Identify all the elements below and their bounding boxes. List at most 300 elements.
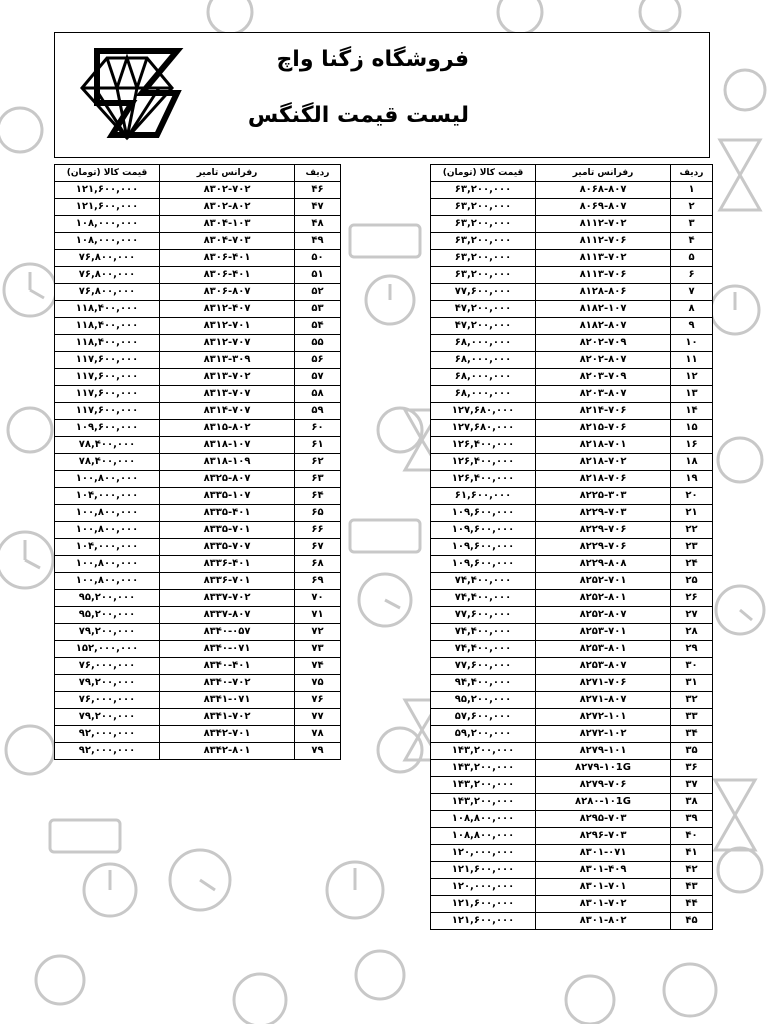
price-cell: ۶۳,۲۰۰,۰۰۰	[431, 250, 536, 267]
row-number-cell: ۵۲	[295, 284, 341, 301]
row-number-cell: ۶۶	[295, 522, 341, 539]
row-number-cell: ۱۱	[671, 352, 713, 369]
row-number-cell: ۴۵	[671, 913, 713, 930]
row-number-cell: ۶۷	[295, 539, 341, 556]
table-row	[431, 454, 713, 471]
price-cell: ۶۸,۰۰۰,۰۰۰	[431, 352, 536, 369]
row-number-cell: ۵۱	[295, 267, 341, 284]
reference-cell: ۸۱۱۲-۷۰۶	[536, 233, 671, 250]
table-row	[431, 318, 713, 335]
table-header-row	[55, 165, 341, 182]
reference-cell: ۸۳۱۳-۷۰۲	[160, 369, 295, 386]
price-cell: ۱۲۶,۴۰۰,۰۰۰	[431, 454, 536, 471]
row-number-cell: ۱۰	[671, 335, 713, 352]
column-header-row-number: ردیف	[295, 165, 341, 182]
row-number-cell: ۳۹	[671, 811, 713, 828]
row-number-cell: ۷۸	[295, 726, 341, 743]
row-number-cell: ۵۸	[295, 386, 341, 403]
clock-icon	[566, 976, 614, 1024]
price-cell: ۱۲۱,۶۰۰,۰۰۰	[55, 199, 160, 216]
clock-icon	[711, 286, 759, 334]
table-row	[55, 454, 341, 471]
row-number-cell: ۷۲	[295, 624, 341, 641]
row-number-cell: ۶۵	[295, 505, 341, 522]
reference-cell: ۸۳۴۰-۰۷۱	[160, 641, 295, 658]
row-number-cell: ۴۸	[295, 216, 341, 233]
price-cell: ۶۸,۰۰۰,۰۰۰	[431, 335, 536, 352]
reference-cell: ۸۳۱۸-۱۰۷	[160, 437, 295, 454]
reference-cell: ۸۱۱۲-۷۰۲	[536, 216, 671, 233]
clock-icon	[4, 264, 56, 316]
table-row	[431, 573, 713, 590]
table-row	[431, 488, 713, 505]
price-cell: ۱۴۳,۲۰۰,۰۰۰	[431, 777, 536, 794]
reference-cell: ۸۲۰۲-۸۰۷	[536, 352, 671, 369]
row-number-cell: ۴۰	[671, 828, 713, 845]
price-cell: ۹۲,۰۰۰,۰۰۰	[55, 743, 160, 760]
price-cell: ۱۱۷,۶۰۰,۰۰۰	[55, 386, 160, 403]
reference-cell: ۸۳۰۱-۸۰۲	[536, 913, 671, 930]
reference-cell: ۸۳۴۰-۷۰۲	[160, 675, 295, 692]
price-cell: ۱۲۶,۴۰۰,۰۰۰	[431, 437, 536, 454]
row-number-cell: ۲۰	[671, 488, 713, 505]
clock-icon	[718, 848, 762, 892]
table-row	[431, 590, 713, 607]
row-number-cell: ۶۲	[295, 454, 341, 471]
price-cell: ۹۵,۲۰۰,۰۰۰	[55, 590, 160, 607]
column-header-price: قیمت کالا (تومان)	[431, 165, 536, 182]
row-number-cell: ۷۴	[295, 658, 341, 675]
reference-cell: ۸۱۱۳-۷۰۶	[536, 267, 671, 284]
clock-icon	[664, 964, 716, 1016]
price-cell: ۷۹,۲۰۰,۰۰۰	[55, 624, 160, 641]
reference-cell: ۸۲۲۵-۳۰۳	[536, 488, 671, 505]
reference-cell: ۸۳۰۶-۴۰۱	[160, 267, 295, 284]
price-cell: ۱۲۰,۰۰۰,۰۰۰	[431, 879, 536, 896]
row-number-cell: ۷۳	[295, 641, 341, 658]
price-cell: ۱۲۱,۶۰۰,۰۰۰	[431, 862, 536, 879]
digital-clock-icon	[350, 520, 420, 552]
price-cell: ۱۰۸,۸۰۰,۰۰۰	[431, 828, 536, 845]
clock-icon	[8, 408, 52, 452]
price-cell: ۶۳,۲۰۰,۰۰۰	[431, 216, 536, 233]
price-cell: ۹۵,۲۰۰,۰۰۰	[431, 692, 536, 709]
price-cell: ۷۴,۴۰۰,۰۰۰	[431, 624, 536, 641]
digital-clock-icon	[50, 820, 120, 852]
row-number-cell: ۱۴	[671, 403, 713, 420]
price-cell: ۱۲۰,۰۰۰,۰۰۰	[431, 845, 536, 862]
row-number-cell: ۴۶	[295, 182, 341, 199]
price-cell: ۱۴۳,۲۰۰,۰۰۰	[431, 743, 536, 760]
price-cell: ۱۰۰,۸۰۰,۰۰۰	[55, 522, 160, 539]
price-cell: ۱۲۷,۶۸۰,۰۰۰	[431, 403, 536, 420]
price-cell: ۴۷,۲۰۰,۰۰۰	[431, 301, 536, 318]
table-row	[55, 743, 341, 760]
table-row	[431, 539, 713, 556]
table-row	[431, 709, 713, 726]
price-cell: ۵۷,۶۰۰,۰۰۰	[431, 709, 536, 726]
table-row	[55, 420, 341, 437]
hourglass-icon	[720, 140, 760, 210]
row-number-cell: ۱۶	[671, 437, 713, 454]
row-number-cell: ۲۲	[671, 522, 713, 539]
reference-cell: ۸۳۴۱-۷۰۲	[160, 709, 295, 726]
price-cell: ۱۱۷,۶۰۰,۰۰۰	[55, 369, 160, 386]
row-number-cell: ۲۳	[671, 539, 713, 556]
price-cell: ۵۹,۲۰۰,۰۰۰	[431, 726, 536, 743]
reference-cell: ۸۳۴۰-۰۵۷	[160, 624, 295, 641]
row-number-cell: ۳۸	[671, 794, 713, 811]
table-row	[431, 284, 713, 301]
price-cell: ۱۰۴,۰۰۰,۰۰۰	[55, 539, 160, 556]
row-number-cell: ۹	[671, 318, 713, 335]
reference-cell: ۸۲۷۱-۷۰۶	[536, 675, 671, 692]
table-row	[431, 522, 713, 539]
hourglass-icon	[715, 780, 755, 850]
row-number-cell: ۳	[671, 216, 713, 233]
table-row	[55, 505, 341, 522]
price-cell: ۷۷,۶۰۰,۰۰۰	[431, 607, 536, 624]
reference-cell: ۸۳۱۳-۳۰۹	[160, 352, 295, 369]
price-cell: ۷۶,۸۰۰,۰۰۰	[55, 267, 160, 284]
reference-cell: ۸۳۰۶-۸۰۷	[160, 284, 295, 301]
row-number-cell: ۶۸	[295, 556, 341, 573]
diamond-logo-icon	[67, 43, 187, 143]
column-header-row-number: ردیف	[671, 165, 713, 182]
table-row	[431, 420, 713, 437]
table-row	[431, 437, 713, 454]
clock-icon	[640, 0, 680, 32]
reference-cell: ۸۳۰۲-۷۰۲	[160, 182, 295, 199]
price-list-title: لیست قیمت الگنگس	[247, 103, 469, 128]
row-number-cell: ۲۶	[671, 590, 713, 607]
table-row	[55, 403, 341, 420]
reference-cell: ۸۳۰۴-۷۰۳	[160, 233, 295, 250]
reference-cell: ۸۳۴۰-۴۰۱	[160, 658, 295, 675]
table-row	[431, 335, 713, 352]
reference-cell: ۸۲۱۵-۷۰۶	[536, 420, 671, 437]
table-row	[55, 335, 341, 352]
row-number-cell: ۲۵	[671, 573, 713, 590]
reference-cell: ۸۳۱۲-۷۰۷	[160, 335, 295, 352]
reference-cell: ۸۳۱۲-۴۰۷	[160, 301, 295, 318]
reference-cell: ۸۲۲۹-۸۰۸	[536, 556, 671, 573]
reference-cell: ۸۲۰۲-۷۰۹	[536, 335, 671, 352]
row-number-cell: ۱۳	[671, 386, 713, 403]
reference-cell: ۸۲۷۲-۱۰۱	[536, 709, 671, 726]
row-number-cell: ۵۵	[295, 335, 341, 352]
reference-cell: ۸۳۳۵-۷۰۱	[160, 522, 295, 539]
table-header-row	[431, 165, 713, 182]
row-number-cell: ۳۷	[671, 777, 713, 794]
price-cell: ۱۲۱,۶۰۰,۰۰۰	[55, 182, 160, 199]
row-number-cell: ۷	[671, 284, 713, 301]
table-row	[55, 182, 341, 199]
table-row	[55, 301, 341, 318]
row-number-cell: ۲۸	[671, 624, 713, 641]
table-row	[55, 709, 341, 726]
reference-cell: ۸۳۳۶-۴۰۱	[160, 556, 295, 573]
row-number-cell: ۵۰	[295, 250, 341, 267]
table-row	[55, 590, 341, 607]
table-row	[431, 624, 713, 641]
row-number-cell: ۵۴	[295, 318, 341, 335]
price-cell: ۷۴,۴۰۰,۰۰۰	[431, 590, 536, 607]
price-cell: ۱۲۶,۴۰۰,۰۰۰	[431, 471, 536, 488]
price-cell: ۷۹,۲۰۰,۰۰۰	[55, 709, 160, 726]
table-row	[431, 879, 713, 896]
table-row	[431, 386, 713, 403]
table-row	[55, 607, 341, 624]
reference-cell: ۸۳۳۶-۷۰۱	[160, 573, 295, 590]
reference-cell: ۸۳۲۵-۸۰۷	[160, 471, 295, 488]
table-row	[431, 675, 713, 692]
clock-icon	[170, 850, 230, 910]
reference-cell: ۸۲۰۳-۸۰۷	[536, 386, 671, 403]
table-row	[55, 199, 341, 216]
row-number-cell: ۶۳	[295, 471, 341, 488]
price-cell: ۷۸,۴۰۰,۰۰۰	[55, 437, 160, 454]
price-list-header	[54, 32, 710, 158]
reference-cell: ۸۲۹۵-۷۰۳	[536, 811, 671, 828]
price-cell: ۷۶,۰۰۰,۰۰۰	[55, 692, 160, 709]
clock-icon	[716, 586, 764, 634]
reference-cell: ۸۳۴۲-۸۰۱	[160, 743, 295, 760]
reference-cell: ۸۳۰۲-۸۰۲	[160, 199, 295, 216]
table-row	[55, 573, 341, 590]
table-row	[431, 267, 713, 284]
row-number-cell: ۴	[671, 233, 713, 250]
digital-clock-icon	[350, 225, 420, 257]
row-number-cell: ۶۰	[295, 420, 341, 437]
row-number-cell: ۱۵	[671, 420, 713, 437]
price-cell: ۱۲۷,۶۸۰,۰۰۰	[431, 420, 536, 437]
reference-cell: ۸۲۱۴-۷۰۶	[536, 403, 671, 420]
reference-cell: ۸۳۱۸-۱۰۹	[160, 454, 295, 471]
reference-cell: ۸۱۲۸-۸۰۶	[536, 284, 671, 301]
price-cell: ۱۰۸,۰۰۰,۰۰۰	[55, 233, 160, 250]
row-number-cell: ۳۵	[671, 743, 713, 760]
reference-cell: ۸۳۳۵-۷۰۷	[160, 539, 295, 556]
reference-cell: ۸۲۸۰-۱۰1G	[536, 794, 671, 811]
price-cell: ۱۰۸,۸۰۰,۰۰۰	[431, 811, 536, 828]
price-cell: ۷۹,۲۰۰,۰۰۰	[55, 675, 160, 692]
table-row	[55, 624, 341, 641]
price-cell: ۷۶,۸۰۰,۰۰۰	[55, 284, 160, 301]
row-number-cell: ۵	[671, 250, 713, 267]
table-row	[431, 794, 713, 811]
reference-cell: ۸۲۲۹-۷۰۳	[536, 505, 671, 522]
reference-cell: ۸۲۷۲-۱۰۲	[536, 726, 671, 743]
reference-cell: ۸۳۰۱-۰۷۱	[536, 845, 671, 862]
clock-icon	[0, 532, 53, 588]
row-number-cell: ۶۴	[295, 488, 341, 505]
table-row	[55, 233, 341, 250]
reference-cell: ۸۳۱۲-۷۰۱	[160, 318, 295, 335]
row-number-cell: ۴۱	[671, 845, 713, 862]
reference-cell: ۸۳۰۶-۴۰۱	[160, 250, 295, 267]
clock-icon	[36, 956, 84, 1004]
reference-cell: ۸۲۷۹-۱۰۱	[536, 743, 671, 760]
price-cell: ۱۴۳,۲۰۰,۰۰۰	[431, 794, 536, 811]
reference-cell: ۸۲۲۹-۷۰۶	[536, 522, 671, 539]
price-table-right	[430, 164, 713, 930]
row-number-cell: ۲۱	[671, 505, 713, 522]
row-number-cell: ۶۹	[295, 573, 341, 590]
reference-cell: ۸۲۵۳-۸۰۱	[536, 641, 671, 658]
row-number-cell: ۱۲	[671, 369, 713, 386]
row-number-cell: ۵۳	[295, 301, 341, 318]
table-row	[55, 692, 341, 709]
price-cell: ۱۰۹,۶۰۰,۰۰۰	[431, 556, 536, 573]
price-cell: ۶۸,۰۰۰,۰۰۰	[431, 386, 536, 403]
price-cell: ۶۱,۶۰۰,۰۰۰	[431, 488, 536, 505]
table-row	[55, 471, 341, 488]
row-number-cell: ۷۷	[295, 709, 341, 726]
table-row	[55, 369, 341, 386]
row-number-cell: ۵۶	[295, 352, 341, 369]
price-cell: ۱۰۹,۶۰۰,۰۰۰	[431, 505, 536, 522]
table-row	[55, 726, 341, 743]
price-cell: ۹۴,۴۰۰,۰۰۰	[431, 675, 536, 692]
table-row	[55, 641, 341, 658]
reference-cell: ۸۲۹۶-۷۰۳	[536, 828, 671, 845]
row-number-cell: ۵۹	[295, 403, 341, 420]
table-row	[431, 216, 713, 233]
price-cell: ۶۳,۲۰۰,۰۰۰	[431, 199, 536, 216]
clock-icon	[327, 862, 383, 918]
table-row	[431, 369, 713, 386]
row-number-cell: ۷۵	[295, 675, 341, 692]
table-row	[431, 743, 713, 760]
row-number-cell: ۶۱	[295, 437, 341, 454]
table-row	[55, 658, 341, 675]
reference-cell: ۸۲۱۸-۷۰۱	[536, 437, 671, 454]
price-cell: ۱۰۹,۶۰۰,۰۰۰	[431, 522, 536, 539]
row-number-cell: ۴۹	[295, 233, 341, 250]
price-cell: ۱۱۸,۴۰۰,۰۰۰	[55, 318, 160, 335]
reference-cell: ۸۳۱۵-۸۰۲	[160, 420, 295, 437]
price-cell: ۴۷,۲۰۰,۰۰۰	[431, 318, 536, 335]
table-row	[55, 675, 341, 692]
table-row	[55, 250, 341, 267]
reference-cell: ۸۳۰۱-۴۰۹	[536, 862, 671, 879]
table-row	[431, 403, 713, 420]
reference-cell: ۸۳۴۱-۰۷۱	[160, 692, 295, 709]
price-cell: ۱۱۷,۶۰۰,۰۰۰	[55, 403, 160, 420]
table-row	[431, 641, 713, 658]
row-number-cell: ۱	[671, 182, 713, 199]
reference-cell: ۸۲۷۹-۷۰۶	[536, 777, 671, 794]
table-row	[55, 386, 341, 403]
price-cell: ۱۰۹,۶۰۰,۰۰۰	[55, 420, 160, 437]
price-cell: ۱۰۸,۰۰۰,۰۰۰	[55, 216, 160, 233]
price-cell: ۱۰۹,۶۰۰,۰۰۰	[431, 539, 536, 556]
row-number-cell: ۲	[671, 199, 713, 216]
reference-cell: ۸۲۷۱-۸۰۷	[536, 692, 671, 709]
price-cell: ۱۲۱,۶۰۰,۰۰۰	[431, 913, 536, 930]
price-cell: ۷۷,۶۰۰,۰۰۰	[431, 284, 536, 301]
row-number-cell: ۳۲	[671, 692, 713, 709]
table-row	[55, 284, 341, 301]
row-number-cell: ۶	[671, 267, 713, 284]
clock-icon	[208, 0, 252, 34]
reference-cell: ۸۳۳۵-۱۰۷	[160, 488, 295, 505]
table-row	[431, 301, 713, 318]
row-number-cell: ۳۱	[671, 675, 713, 692]
reference-cell: ۸۲۰۳-۷۰۹	[536, 369, 671, 386]
row-number-cell: ۴۲	[671, 862, 713, 879]
price-cell: ۷۴,۴۰۰,۰۰۰	[431, 573, 536, 590]
row-number-cell: ۵۷	[295, 369, 341, 386]
clock-icon	[378, 728, 422, 772]
reference-cell: ۸۳۰۱-۷۰۱	[536, 879, 671, 896]
price-cell: ۶۸,۰۰۰,۰۰۰	[431, 369, 536, 386]
row-number-cell: ۴۴	[671, 896, 713, 913]
clock-icon	[359, 574, 411, 626]
table-row	[55, 488, 341, 505]
table-row	[431, 471, 713, 488]
price-cell: ۱۰۰,۸۰۰,۰۰۰	[55, 505, 160, 522]
row-number-cell: ۷۱	[295, 607, 341, 624]
table-row	[431, 760, 713, 777]
store-name: فروشگاه زگنا واچ	[276, 47, 469, 72]
clock-icon	[718, 438, 762, 482]
price-cell: ۹۲,۰۰۰,۰۰۰	[55, 726, 160, 743]
reference-cell: ۸۰۶۹-۸۰۷	[536, 199, 671, 216]
table-row	[55, 437, 341, 454]
table-row	[431, 658, 713, 675]
price-cell: ۱۱۸,۴۰۰,۰۰۰	[55, 335, 160, 352]
price-cell: ۱۰۰,۸۰۰,۰۰۰	[55, 556, 160, 573]
price-cell: ۶۳,۲۰۰,۰۰۰	[431, 233, 536, 250]
table-row	[431, 913, 713, 930]
row-number-cell: ۳۶	[671, 760, 713, 777]
row-number-cell: ۷۹	[295, 743, 341, 760]
price-cell: ۱۱۸,۴۰۰,۰۰۰	[55, 301, 160, 318]
row-number-cell: ۷۶	[295, 692, 341, 709]
price-cell: ۱۰۴,۰۰۰,۰۰۰	[55, 488, 160, 505]
row-number-cell: ۴۳	[671, 879, 713, 896]
price-cell: ۷۶,۸۰۰,۰۰۰	[55, 250, 160, 267]
price-cell: ۱۴۳,۲۰۰,۰۰۰	[431, 760, 536, 777]
reference-cell: ۸۲۵۲-۸۰۷	[536, 607, 671, 624]
row-number-cell: ۳۳	[671, 709, 713, 726]
row-number-cell: ۴۷	[295, 199, 341, 216]
reference-cell: ۸۳۱۴-۷۰۷	[160, 403, 295, 420]
row-number-cell: ۲۹	[671, 641, 713, 658]
reference-cell: ۸۱۸۲-۱۰۷	[536, 301, 671, 318]
table-row	[431, 182, 713, 199]
reference-cell: ۸۳۳۷-۸۰۷	[160, 607, 295, 624]
price-cell: ۷۶,۰۰۰,۰۰۰	[55, 658, 160, 675]
price-cell: ۱۰۰,۸۰۰,۰۰۰	[55, 573, 160, 590]
table-row	[431, 607, 713, 624]
reference-cell: ۸۲۵۳-۸۰۷	[536, 658, 671, 675]
clock-icon	[84, 864, 136, 916]
table-row	[55, 216, 341, 233]
reference-cell: ۸۳۴۲-۷۰۱	[160, 726, 295, 743]
row-number-cell: ۳۰	[671, 658, 713, 675]
table-row	[431, 250, 713, 267]
table-row	[431, 896, 713, 913]
table-row	[55, 318, 341, 335]
price-cell: ۷۷,۶۰۰,۰۰۰	[431, 658, 536, 675]
reference-cell: ۸۱۸۲-۸۰۷	[536, 318, 671, 335]
clock-icon	[725, 70, 765, 110]
clock-icon	[6, 726, 54, 774]
table-row	[55, 556, 341, 573]
